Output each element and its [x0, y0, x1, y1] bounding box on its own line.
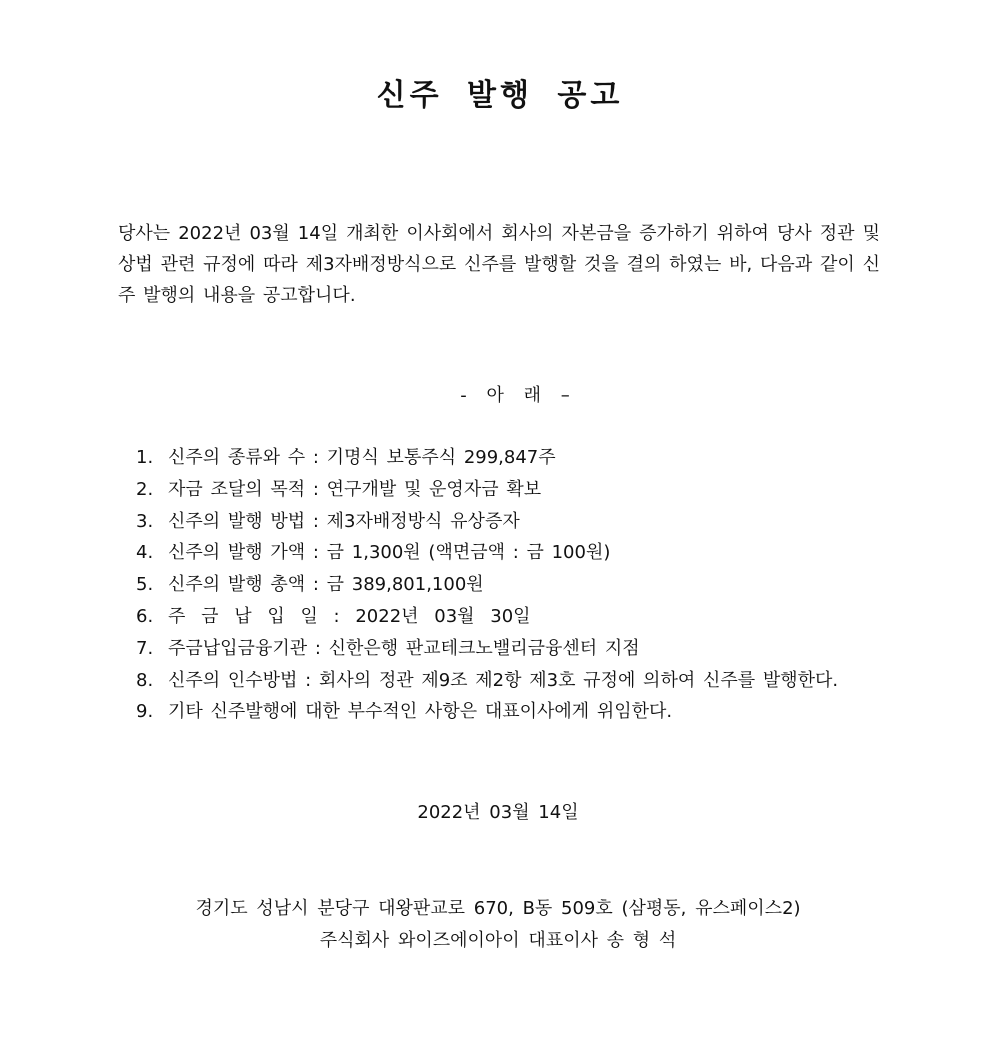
item-text: 기타 신주발행에 대한 부수적인 사항은 대표이사에게 위임한다.: [168, 701, 673, 723]
announcement-items: [136, 442, 896, 728]
list-item: [136, 537, 896, 569]
item-number: 8.: [136, 669, 154, 691]
list-item: [136, 665, 896, 697]
item-text: 자금 조달의 목적 : 연구개발 및 운영자금 확보: [168, 478, 542, 500]
item-text: 신주의 발행 방법 : 제3자배정방식 유상증자: [168, 510, 520, 532]
list-item: [136, 601, 896, 633]
company-signature: 주식회사 와이즈에이아이 대표이사 송 형 석: [319, 930, 677, 951]
announcement-date: 2022년 03월 14일: [417, 802, 579, 823]
list-item: [136, 569, 896, 601]
item-text: 신주의 발행 총액 : 금 389,801,100원: [168, 574, 484, 596]
item-text: 신주의 인수방법 : 회사의 정관 제9조 제2항 제3호 규정에 의하여 신주를 발행한다.: [168, 669, 839, 691]
section-heading: - 아 래 –: [460, 385, 570, 406]
item-number: 1.: [136, 447, 154, 468]
page-title: 신주 발행 공고: [376, 78, 624, 113]
item-text: 신주의 종류와 수 : 기명식 보통주식 299,847주: [168, 447, 556, 468]
intro-paragraph: 당사는 2022년 03월 14일 개최한 이사회에서 회사의 자본금을 증가하기 위하여 당사 정관 및 상법 관련 규정에 따라 제3자배정방식으로 신주를 발행할 것을 결의 하였는 바, 다음과 같이 신주 발행의 내용을 공고합니다.: [118, 223, 880, 306]
list-item: [136, 506, 896, 538]
item-text: 주 금 납 입 일 : 2022년 03월 30일: [168, 605, 531, 627]
item-number: 6.: [136, 605, 154, 627]
item-text: 신주의 발행 가액 : 금 1,300원 (액면금액 : 금 100원): [168, 542, 611, 564]
list-item: [136, 442, 896, 474]
item-number: 2.: [136, 478, 154, 500]
list-item: [136, 696, 896, 728]
item-number: 3.: [136, 510, 154, 532]
list-item: [136, 633, 896, 665]
list-item: [136, 474, 896, 506]
item-number: 5.: [136, 574, 154, 596]
item-number: 9.: [136, 701, 154, 723]
item-text: 주금납입금융기관 : 신한은행 판교테크노밸리금융센터 지점: [168, 637, 640, 659]
item-number: 7.: [136, 637, 154, 659]
item-number: 4.: [136, 542, 154, 564]
company-address: 경기도 성남시 분당구 대왕판교로 670, B동 509호 (삼평동, 유스페이스2): [195, 898, 801, 919]
